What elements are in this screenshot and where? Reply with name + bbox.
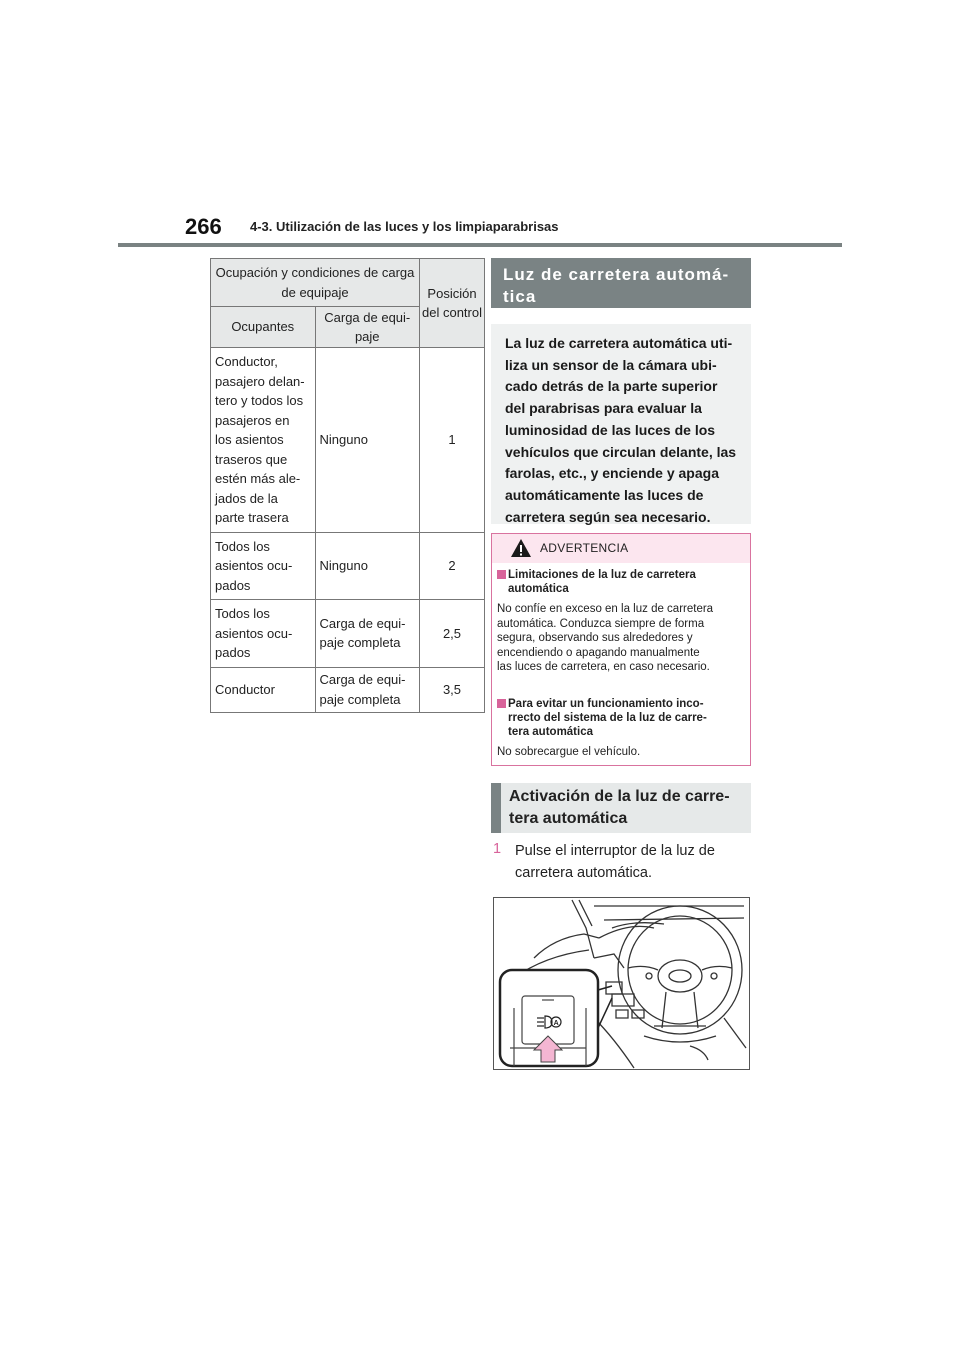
activation-heading: Activación de la luz de carre- tera automática: [491, 783, 751, 833]
table-row: [211, 532, 485, 600]
cell-position: 2,5: [420, 600, 485, 668]
cell-occupants: Todos los asientos ocu- pados: [211, 532, 316, 600]
table-row: [211, 600, 485, 668]
cell-position: 3,5: [420, 667, 485, 712]
dashboard-drawing: [494, 898, 749, 1069]
warning-header: [492, 534, 750, 563]
header-position: [420, 259, 485, 348]
cell-occupants: Conductor, pasajero delan- tero y todos los pasajeros en los asientos traseros que estén más ale- jados de la parte trasera: [211, 348, 316, 533]
dashboard-illustration: [493, 897, 750, 1070]
warning-triangle-icon: [510, 538, 532, 558]
header-rule: [118, 243, 842, 247]
warning-title: ADVERTENCIA: [540, 541, 629, 555]
page-number: 266: [185, 214, 222, 239]
header-cargo: Carga de equi- paje: [315, 307, 420, 348]
auto-beam-intro: La luz de carretera automática uti- liza un sensor de la cámara ubi- cado detrás de la parte superior del parabrisas para evaluar la luminosidad de las luces de los vehículos que circulan delante, las farolas, etc., y enciende y apaga automáticamente las luces de carretera según sea necesario.: [491, 324, 751, 524]
cell-cargo: Carga de equi- paje completa: [315, 600, 420, 668]
warning-text-1: No confíe en exceso en la luz de carretera automática. Conduzca siempre de forma segura, observando sus alrededores y encendiendo o apagando manualmente las luces de carretera, en caso necesario.: [497, 603, 714, 673]
warning-text-2: No sobrecargue el vehículo.: [497, 746, 641, 758]
warning-bullet-1: Limitaciones de la luz de carretera automática: [508, 568, 738, 596]
table-row: [211, 348, 485, 533]
cell-cargo: Ninguno: [315, 348, 420, 533]
step-number: 1: [493, 841, 502, 857]
section-title: 4-3. Utilización de las luces y los limpiaparabrisas: [250, 219, 559, 234]
warning-box: [491, 533, 751, 766]
header-position-label: Posición del control: [422, 285, 482, 320]
table-row: [211, 667, 485, 712]
warning-bullet-2: Para evitar un funcionamiento inco- rrecto del sistema de la luz de carre- tera automática: [508, 697, 738, 739]
cell-position: 1: [420, 348, 485, 533]
header-occupancy-label: Ocupación y condiciones de carga de equipaje: [215, 265, 415, 300]
header-occupancy: [211, 259, 420, 307]
table-header-row: [211, 259, 485, 307]
cell-cargo: Ninguno: [315, 532, 420, 600]
svg-text:A: A: [553, 1020, 559, 1027]
cell-cargo: Carga de equi- paje completa: [315, 667, 420, 712]
cell-occupants: Conductor: [211, 667, 316, 712]
header-occupants: Ocupantes: [211, 307, 316, 348]
auto-beam-heading: Luz de carretera automá- tica: [491, 258, 751, 308]
cell-position: 2: [420, 532, 485, 600]
load-condition-table: [210, 258, 485, 713]
step-text: Pulse el interruptor de la luz de carretera automática.: [515, 843, 715, 881]
cell-occupants: Todos los asientos ocu- pados: [211, 600, 316, 668]
